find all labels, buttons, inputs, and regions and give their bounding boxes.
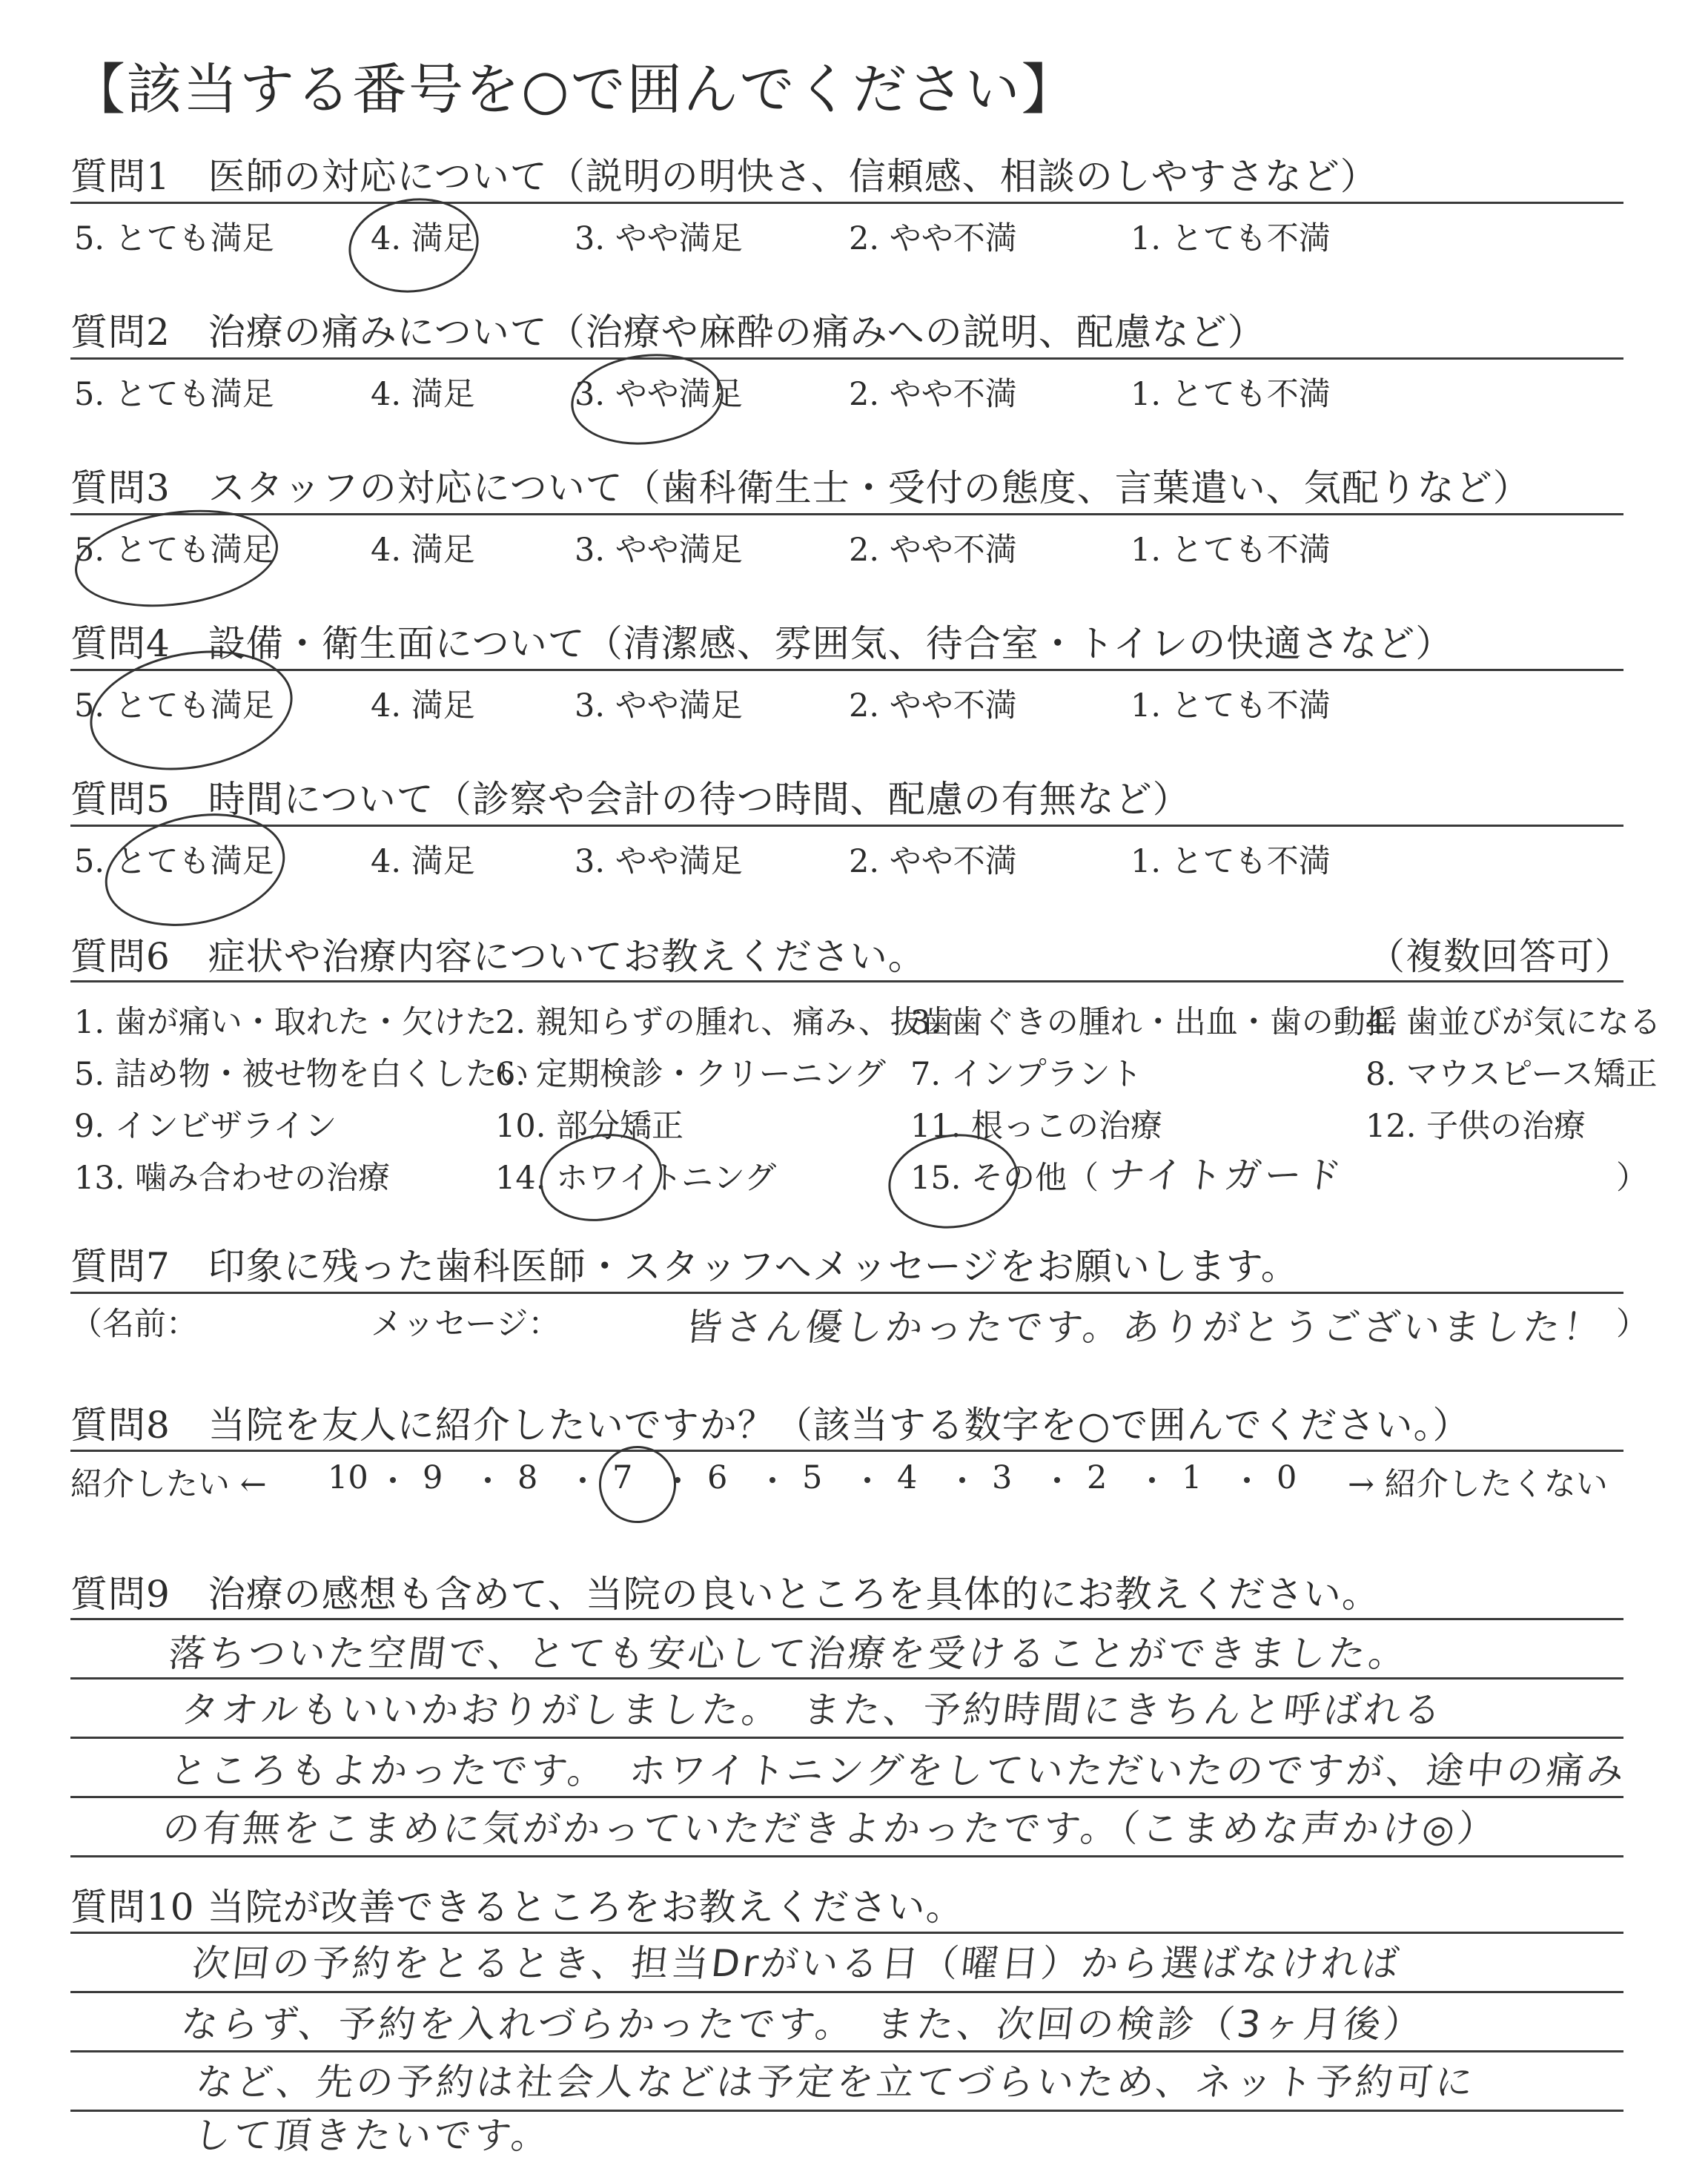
handwritten-message: 皆さん優しかったです。ありがとうございました！: [683, 1306, 1606, 1349]
symptom-option[interactable]: 3. 歯ぐきの腫れ・出血・歯の動揺: [910, 1004, 1397, 1041]
rating-option-4[interactable]: 4. 満足: [371, 532, 475, 569]
symptom-option[interactable]: 14. ホワイトニング: [495, 1160, 777, 1197]
rating-option-5[interactable]: 5. とても満足: [74, 220, 274, 257]
divider: [70, 357, 1623, 360]
rating-option-2[interactable]: 2. やや不満: [849, 843, 1017, 880]
question-heading: 質問9 治療の感想も含めて、当院の良いところを具体的にお教えください。: [70, 1573, 1380, 1616]
scale-value-3[interactable]: 3: [992, 1459, 1013, 1496]
symptom-option-other[interactable]: 15. その他（: [910, 1160, 1099, 1197]
scale-right-label: → 紹介したくない: [1348, 1466, 1608, 1503]
question-heading: 質問8 当院を友人に紹介したいですか？（該当する数字を○で囲んでください。）: [70, 1404, 1471, 1447]
question-heading: 質問3 スタッフの対応について（歯科衛生士・受付の態度、言葉遣い、気配りなど）: [70, 466, 1531, 509]
selection-circle: [342, 190, 485, 300]
answer-text-line: の有無をこまめに気がかっていただきよかったです。（こまめな声かけ◎）: [160, 1807, 1500, 1850]
divider: [70, 669, 1623, 671]
scale-separator: [1149, 1477, 1155, 1483]
message-close-paren: ）: [1616, 1306, 1648, 1343]
scale-value-7[interactable]: 7: [612, 1459, 633, 1496]
symptom-option[interactable]: 9. インビザライン: [74, 1108, 337, 1145]
scale-separator: [390, 1477, 396, 1483]
question-heading: 質問5 時間について（診察や会計の待つ時間、配慮の有無など）: [70, 778, 1191, 821]
rating-option-2[interactable]: 2. やや不満: [849, 532, 1017, 569]
scale-separator: [580, 1477, 586, 1483]
rating-option-2[interactable]: 2. やや不満: [849, 376, 1017, 413]
scale-value-10[interactable]: 10: [328, 1459, 368, 1496]
rating-option-4[interactable]: 4. 満足: [371, 376, 475, 413]
handwritten-other: ナイトガード: [1105, 1154, 1347, 1197]
rating-option-3[interactable]: 3. やや満足: [575, 376, 743, 413]
divider: [70, 1450, 1623, 1452]
divider: [70, 513, 1623, 515]
scale-separator: [959, 1477, 965, 1483]
selection-circle: [69, 498, 285, 618]
symptom-option[interactable]: 1. 歯が痛い・取れた・欠けた: [74, 1004, 497, 1041]
symptom-option[interactable]: 6. 定期検診・クリーニング: [495, 1056, 886, 1093]
multiple-answer-note: （複数回答可）: [1368, 935, 1632, 978]
question-heading: 質問1 医師の対応について（説明の明快さ、信頼感、相談のしやすさなど）: [70, 155, 1378, 198]
divider: [70, 202, 1623, 204]
question-heading: 質問7 印象に残った歯科医師・スタッフへメッセージをお願いします。: [70, 1245, 1299, 1288]
answer-text-line: など、先の予約は社会人などは予定を立てづらいため、ネット予約可に: [193, 2061, 1478, 2104]
rating-option-1[interactable]: 1. とても不満: [1131, 532, 1331, 569]
symptom-option[interactable]: 11. 根っこの治療: [910, 1108, 1163, 1145]
rating-option-1[interactable]: 1. とても不満: [1131, 687, 1331, 724]
answer-text-line: して頂きたいです。: [191, 2114, 554, 2157]
rating-option-4[interactable]: 4. 満足: [371, 220, 475, 257]
rating-option-2[interactable]: 2. やや不満: [849, 220, 1017, 257]
rating-option-1[interactable]: 1. とても不満: [1131, 376, 1331, 413]
symptom-option[interactable]: 7. インプラント: [910, 1056, 1142, 1093]
rating-option-5[interactable]: 5. とても満足: [74, 843, 274, 880]
answer-text-line: 落ちついた空間で、とても安心して治療を受けることができました。: [166, 1632, 1411, 1675]
selection-circle: [595, 1442, 680, 1527]
scale-separator: [769, 1477, 775, 1483]
scale-value-0[interactable]: 0: [1277, 1459, 1297, 1496]
rating-option-3[interactable]: 3. やや満足: [575, 220, 743, 257]
divider: [70, 980, 1623, 982]
rating-option-1[interactable]: 1. とても不満: [1131, 220, 1331, 257]
answer-line: [70, 1737, 1623, 1739]
page-title: 【該当する番号を○で囲んでください】: [70, 58, 1078, 122]
divider: [70, 1618, 1623, 1620]
rating-option-3[interactable]: 3. やや満足: [575, 687, 743, 724]
rating-option-3[interactable]: 3. やや満足: [575, 843, 743, 880]
answer-text-line: タオルもいいかおりがしました。 また、予約時間にきちんと呼ばれる: [179, 1688, 1446, 1731]
answer-text-line: 次回の予約をとるとき、担当Drがいる日（曜日）から選ばなければ: [190, 1942, 1404, 1985]
selection-circle: [566, 347, 728, 452]
rating-option-1[interactable]: 1. とても不満: [1131, 843, 1331, 880]
scale-value-6[interactable]: 6: [707, 1459, 728, 1496]
message-label: メッセージ：: [371, 1306, 560, 1343]
answer-line: [70, 1991, 1623, 1993]
symptom-option[interactable]: 2. 親知らずの腫れ、痛み、抜歯: [495, 1004, 954, 1041]
scale-value-2[interactable]: 2: [1087, 1459, 1108, 1496]
other-close-paren: ）: [1616, 1160, 1648, 1197]
answer-line: [70, 1677, 1623, 1680]
symptom-option[interactable]: 5. 詰め物・被せ物を白くしたい: [74, 1056, 529, 1093]
symptom-option[interactable]: 12. 子供の治療: [1366, 1108, 1586, 1145]
scale-separator: [864, 1477, 870, 1483]
rating-option-4[interactable]: 4. 満足: [371, 687, 475, 724]
rating-option-4[interactable]: 4. 満足: [371, 843, 475, 880]
question-heading: 質問10 当院が改善できるところをお教えください。: [70, 1886, 964, 1929]
divider: [70, 825, 1623, 827]
scale-separator: [485, 1477, 491, 1483]
answer-text-line: ところもよかったです。 ホワイトニングをしていただいたのですが、途中の痛み: [168, 1749, 1629, 1792]
scale-left-label: 紹介したい ←: [70, 1466, 267, 1503]
symptom-option[interactable]: 13. 噛み合わせの治療: [74, 1160, 391, 1197]
question-heading: 質問6 症状や治療内容についてお教えください。: [70, 935, 926, 978]
scale-value-8[interactable]: 8: [517, 1459, 538, 1496]
symptom-option[interactable]: 4. 歯並びが気になる: [1366, 1004, 1661, 1041]
symptom-option[interactable]: 8. マウスピース矯正: [1366, 1056, 1658, 1093]
rating-option-5[interactable]: 5. とても満足: [74, 532, 274, 569]
answer-line: [70, 1796, 1623, 1798]
answer-line: [70, 1855, 1623, 1857]
rating-option-3[interactable]: 3. やや満足: [575, 532, 743, 569]
scale-value-5[interactable]: 5: [802, 1459, 823, 1496]
name-label: （名前：: [70, 1306, 198, 1343]
answer-text-line: ならず、予約を入れづらかったです。 また、次回の検診（3ヶ月後）: [179, 2003, 1426, 2046]
rating-option-5[interactable]: 5. とても満足: [74, 687, 274, 724]
divider: [70, 1292, 1623, 1294]
scale-value-1[interactable]: 1: [1182, 1459, 1202, 1496]
rating-option-5[interactable]: 5. とても満足: [74, 376, 274, 413]
symptom-option[interactable]: 10. 部分矯正: [495, 1108, 684, 1145]
scale-separator: [1244, 1477, 1250, 1483]
rating-option-2[interactable]: 2. やや不満: [849, 687, 1017, 724]
scale-separator: [1054, 1477, 1060, 1483]
question-heading: 質問4 設備・衛生面について（清潔感、雰囲気、待合室・トイレの快適さなど）: [70, 622, 1454, 665]
scale-value-9[interactable]: 9: [423, 1459, 443, 1496]
question-heading: 質問2 治療の痛みについて（治療や麻酔の痛みへの説明、配慮など）: [70, 311, 1265, 354]
scale-value-4[interactable]: 4: [897, 1459, 918, 1496]
